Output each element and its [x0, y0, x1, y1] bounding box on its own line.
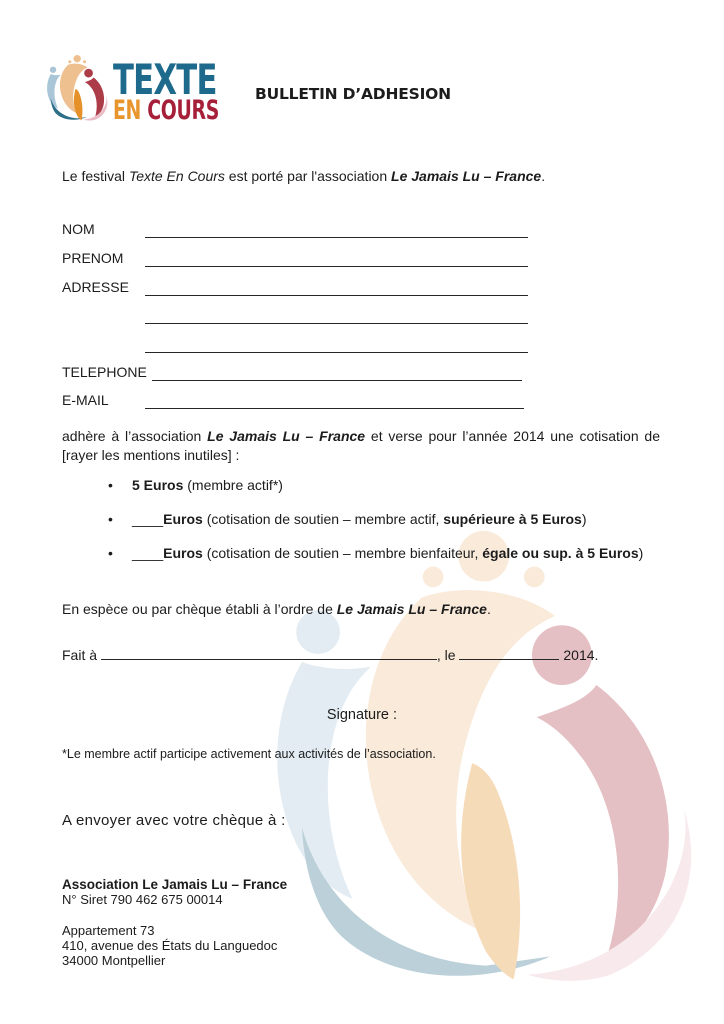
bullet-icon: •	[108, 477, 113, 493]
form-blank-line-adresse-2	[145, 307, 528, 324]
le-label: , le	[436, 647, 460, 663]
address-line-city: 34000 Montpellier	[62, 953, 166, 968]
texte-en-cours-logo-icon	[44, 54, 111, 121]
form-label-nom: NOM	[62, 221, 95, 237]
form-label-telephone: TELEPHONE	[62, 364, 147, 380]
form-blank-line-nom	[145, 221, 528, 238]
bullet-amount: Euros	[163, 511, 203, 527]
bullet-blank: ____	[132, 511, 164, 527]
form-blank-line-adresse-3	[145, 336, 528, 353]
bullet-text	[132, 544, 661, 563]
bullet-amount: 5 Euros	[132, 477, 184, 493]
bullet-blank: ____	[132, 545, 164, 561]
bullet-item-5-euros	[108, 476, 661, 495]
logo-word-texte: TEXTE	[113, 55, 217, 104]
footnote-text: *Le membre actif participe activement aux activités de l’association.	[62, 747, 436, 761]
form-blank-line-prenom	[145, 250, 528, 267]
membership-text: et verse pour l’année 2014 une cotisation de [rayer les mentions inutiles] :	[62, 428, 661, 463]
intro-text: .	[541, 168, 546, 184]
address-block	[62, 877, 287, 968]
bullet-icon: •	[108, 545, 113, 561]
bullet-text	[132, 476, 661, 495]
association-name: Le Jamais Lu – France	[336, 601, 487, 617]
form-label-prenom: PRENOM	[62, 250, 124, 266]
year-label: 2014.	[559, 647, 599, 663]
association-name: Le Jamais Lu – France	[207, 428, 366, 444]
bullet-detail: )	[581, 511, 587, 527]
form-blank-line-email	[145, 392, 524, 409]
bullet-icon: •	[108, 511, 113, 527]
date-line	[62, 645, 598, 663]
page-title: BULLETIN D’ADHESION	[255, 85, 451, 103]
bullet-condition: supérieure à 5 Euros	[443, 511, 582, 527]
bullet-amount: Euros	[163, 545, 203, 561]
association-name: Le Jamais Lu – France	[391, 168, 542, 184]
date-blank-line	[459, 645, 559, 660]
festival-name: Texte En Cours	[128, 168, 225, 184]
address-line-apartment: Appartement 73	[62, 923, 155, 938]
fait-a-label: Fait à	[62, 647, 101, 663]
texte-en-cours-logotype	[113, 55, 264, 126]
intro-text: est porté par l'association	[224, 168, 392, 184]
intro-text: Le festival	[62, 168, 129, 184]
form-label-email: E-MAIL	[62, 392, 109, 408]
form-blank-line-adresse-1	[145, 279, 528, 296]
address-line-street: 410, avenue des États du Languedoc	[62, 938, 278, 953]
bullet-detail: )	[638, 545, 644, 561]
payment-paragraph	[62, 600, 491, 619]
payment-text: En espèce ou par chèque établi à l’ordre de	[62, 601, 337, 617]
bullet-condition: égale ou sup. à 5 Euros	[482, 545, 639, 561]
send-to-label: A envoyer avec votre chèque à :	[62, 812, 286, 829]
bullet-detail: (cotisation de soutien – membre bienfaiteur,	[202, 545, 483, 561]
form-label-adresse: ADRESSE	[62, 279, 129, 295]
bullet-text	[132, 510, 661, 529]
signature-label: Signature :	[326, 707, 398, 723]
membership-paragraph	[62, 427, 660, 465]
city-blank-line	[101, 645, 437, 660]
form-blank-line-telephone	[152, 364, 522, 381]
association-name-line: Association Le Jamais Lu – France	[62, 877, 288, 892]
bullet-detail: (cotisation de soutien – membre actif,	[202, 511, 444, 527]
logo-word-cours: COURS	[147, 95, 219, 126]
logo-word-en: EN	[113, 95, 142, 126]
membership-text: adhère à l’association	[62, 428, 208, 444]
bullet-detail: (membre actif*)	[183, 477, 283, 493]
bullet-item-soutien-actif	[108, 510, 661, 529]
bullet-item-soutien-bienfaiteur	[108, 544, 661, 563]
intro-paragraph	[62, 167, 545, 186]
payment-text: .	[486, 601, 491, 617]
siret-line: N° Siret 790 462 675 00014	[62, 892, 223, 907]
